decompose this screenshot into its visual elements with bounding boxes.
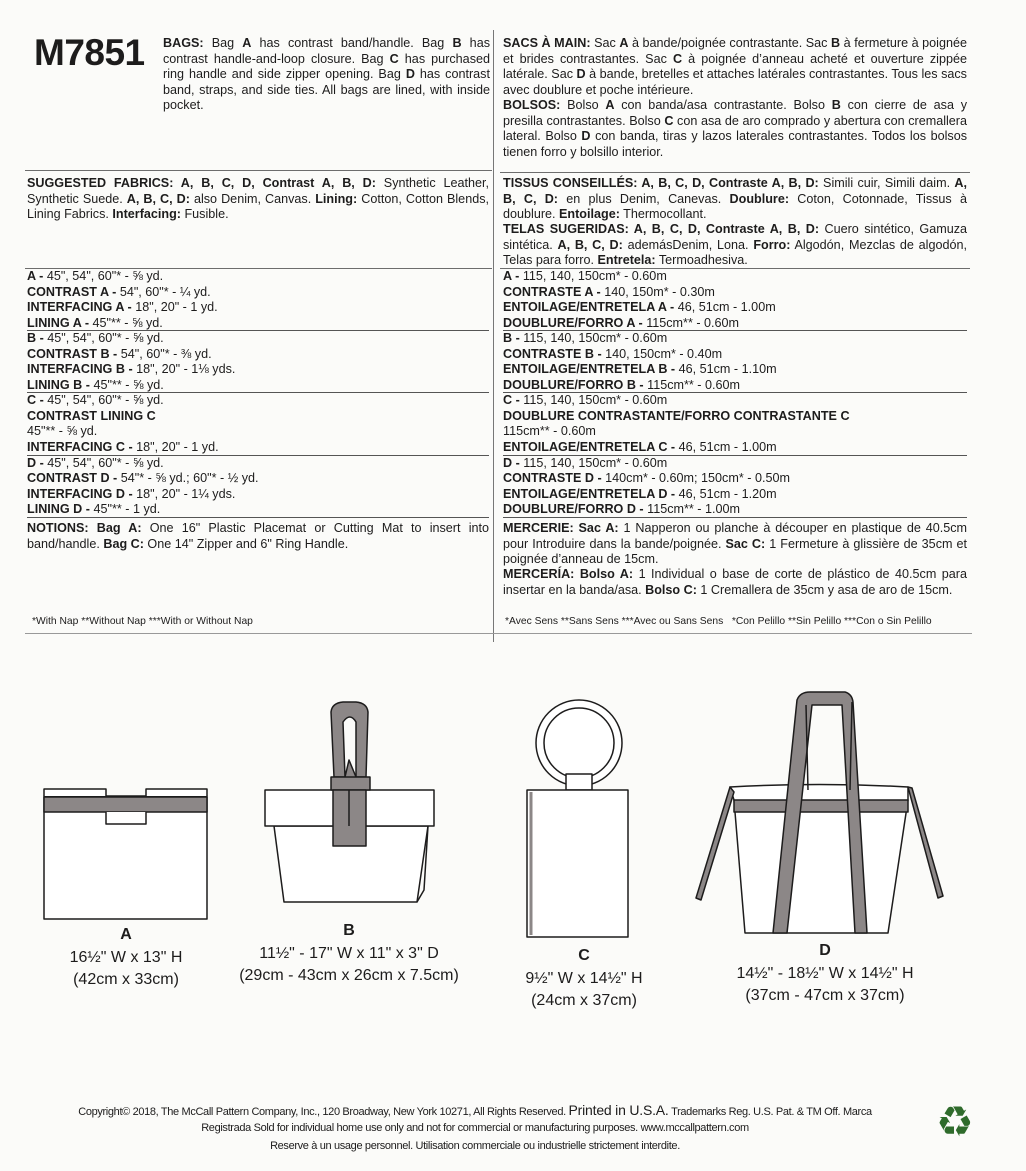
notions (27, 521, 489, 552)
yardage-value: 115, 140, 150cm* - 0.60m (523, 455, 668, 470)
text-run: Bag C: (103, 536, 144, 551)
view-letter: B (343, 922, 355, 939)
text-run: A (619, 36, 629, 50)
yardage-label: CONTRAST A - (27, 284, 120, 299)
yardage-row (27, 471, 489, 487)
view-size-metric: (29cm - 43cm x 26cm x 7.5cm) (239, 967, 459, 984)
text-run: TELAS SUGERIDAS: A, B, C, D, Contraste A, B, D: (503, 222, 820, 236)
yardage-row (27, 424, 489, 440)
recycle-icon: ♻ (936, 1097, 974, 1146)
text-run: Fusible. (180, 207, 229, 221)
yardage-row (503, 440, 967, 456)
yardage-row (27, 409, 489, 425)
yardage-row (503, 456, 967, 472)
yardage-row (27, 347, 489, 363)
text-run: has purchased ring handle and side zipper opening. Bag (163, 51, 490, 81)
yardage-row (503, 300, 967, 316)
yardage-label: DOUBLURE CONTRASTANTE/FORRO CONTRASTANTE C (503, 408, 850, 423)
yardage-value: 115cm** - 1.00m (647, 502, 740, 517)
yardage-row (503, 393, 967, 409)
yardage-label: LINING D - (27, 502, 94, 517)
bag-illustrations (0, 680, 1026, 960)
yardage-value: 140cm* - 0.60m; 150cm* - 0.50m (605, 471, 790, 486)
text-run: 1 Individual o base de corte de plástico de 40.5cm para insertar en la banda/asa. (503, 567, 967, 597)
text-run: D (405, 67, 415, 81)
trademark-text: Trademarks Reg. U.S. Pat. & TM Off. Marca (671, 1106, 872, 1118)
text-run: MERCERIE: Sac A: (503, 521, 619, 535)
yardage-value: 140, 150cm* - 0.40m (605, 346, 723, 361)
text-run: NOTIONS: Bag A: (27, 521, 142, 535)
text-run: BAGS: (163, 36, 212, 50)
yardage-value: 54", 60"* - ¼ yd. (119, 284, 211, 299)
yardage-label: D - (503, 455, 524, 470)
yardage-label: B - (503, 331, 524, 346)
bag-a-drawing (44, 789, 207, 919)
text-run: SUGGESTED FABRICS: A, B, C, D, Contrast A, B, D: (27, 176, 376, 190)
yardage-label: A - (27, 269, 47, 283)
yardage-row (503, 409, 967, 425)
description-es (503, 98, 967, 160)
yardage-row (503, 378, 967, 394)
divider (25, 170, 492, 171)
text-run: has contrast band/handle. Bag (251, 36, 453, 50)
fabrics-fr (503, 176, 967, 223)
yardage-value: 54"* - ⅝ yd.; 60"* - ½ yd. (120, 471, 259, 486)
yardage-value: 115, 140, 150cm* - 0.60m (522, 269, 667, 283)
yardage-label: A - (503, 269, 523, 283)
yardage-label: CONTRAST LINING C (27, 408, 156, 423)
yardage-label: ENTOILAGE/ENTRETELA B - (503, 362, 679, 377)
yardage-label: CONTRASTE B - (503, 346, 606, 361)
yardage-row (27, 300, 489, 316)
view-size-imperial: 16½" W x 13" H (69, 948, 183, 966)
yardage-value: 115, 140, 150cm* - 0.60m (523, 331, 668, 346)
text-run: also Denim, Canvas. (189, 191, 316, 206)
view-size-metric: (42cm x 33cm) (73, 971, 179, 988)
yardage-row (503, 269, 967, 285)
yardage-label: LINING B - (27, 377, 94, 392)
text-run: ademásDenim, Lona. (622, 237, 754, 252)
view-a-caption (70, 924, 183, 992)
yardage-value: 45"** - 1 yd. (93, 502, 161, 517)
yardage-row (27, 393, 489, 409)
text-run: à fermeture à poignée et brides contrastantes. Sac (503, 36, 967, 66)
yardage-value: 45", 54", 60"* - ⅝ yd. (47, 331, 164, 346)
yardage-row (503, 331, 967, 347)
text-run: Thermocollant. (619, 207, 707, 221)
text-run: C (664, 113, 674, 128)
yardage-label: LINING A - (27, 315, 93, 330)
text-run: Interfacing: (112, 207, 181, 221)
view-letter: A (120, 926, 132, 943)
yardage-label: DOUBLURE/FORRO D - (503, 502, 648, 517)
text-run: A (605, 98, 615, 112)
yardage-label: ENTOILAGE/ENTRETELA C - (503, 440, 679, 455)
text-run: Bolso (560, 98, 606, 112)
view-size-imperial: 9½" W x 14½" H (525, 969, 643, 987)
yardage-label: INTERFACING C - (27, 440, 137, 455)
text-run: Coton, Cotonnade, Tissus à doublure. (503, 191, 967, 221)
text-run: One 14" Zipper and 6" Ring Handle. (143, 536, 349, 551)
yardage-row (503, 424, 967, 440)
bag-d-drawing (696, 692, 943, 933)
yardage-label: INTERFACING D - (27, 486, 137, 501)
yardage-label: D - (27, 455, 48, 470)
yardage-label: INTERFACING B - (27, 362, 137, 377)
text-run: Synthetic Leather, Synthetic Suede. (27, 176, 489, 206)
view-b-caption (239, 920, 459, 988)
text-run: Bolso C: (645, 582, 697, 597)
copyright-line (0, 1101, 950, 1121)
text-run: à bande, bretelles et attaches latérales contrastantes. Tous les sacs avec doublure et poche intérieure. (503, 67, 967, 97)
text-run: Bag (211, 36, 243, 50)
text-run: D (581, 129, 591, 143)
text-run: Cotton, Cotton Blends, Lining Fabrics. (27, 191, 489, 221)
yardage-label: CONTRASTE D - (503, 471, 606, 486)
view-c-caption (525, 945, 642, 1013)
printed-in: Printed in U.S.A. (568, 1102, 669, 1118)
notions-fr (503, 521, 967, 568)
description-fr (503, 36, 967, 98)
yardage-value: 115cm** - 0.60m (647, 377, 740, 392)
yardage-label: CONTRAST B - (27, 346, 121, 361)
text-run: B (452, 36, 462, 50)
yardage-value: 18", 20" - 1¼ yds. (136, 486, 236, 501)
text-run: A (242, 36, 252, 50)
yardage-value: 45"** - ⅝ yd. (93, 377, 164, 392)
yardage-value: 46, 51cm - 1.20m (678, 486, 777, 501)
fabrics-es (503, 222, 967, 269)
text-run: A, B, C, D: (557, 237, 623, 252)
text-run: Doublure: (729, 191, 790, 206)
yardage-row (27, 487, 489, 503)
notions-es (503, 567, 967, 598)
text-run: D (576, 67, 586, 81)
yardage-value: 45"** - ⅝ yd. (92, 315, 163, 330)
yardage-value: 45", 54", 60"* - ⅝ yd. (47, 455, 164, 470)
yardage-label: C - (27, 393, 48, 408)
nap-footnote: *With Nap **Without Nap ***With or Without Nap (32, 616, 253, 627)
yardage-row (503, 316, 967, 332)
yardage-row (27, 362, 489, 378)
text-run: A, B, C, D: (503, 176, 967, 206)
yardage-value: 45", 54", 60"* - ⅝ yd. (47, 393, 164, 408)
text-run: con banda, tiras y lazos laterales contrastantes. Todos los bolsos tienen forro y bolsillo interior. (503, 129, 967, 159)
yardage-row (27, 285, 489, 301)
text-run: A, B, C, D: (126, 191, 190, 206)
yardage-value: 18", 20" - 1⅛ yds. (136, 362, 236, 377)
yardage-value: 46, 51cm - 1.00m (678, 440, 777, 455)
bags-description (163, 36, 490, 114)
bag-b-drawing (265, 702, 434, 902)
text-run: Lining: (315, 191, 358, 206)
yardage-row (27, 440, 489, 456)
text-run: C (672, 51, 683, 66)
suggested-fabrics (27, 176, 489, 223)
text-run: has contrast band, straps, and side ties. All bags are lined, with inside pocket. (163, 67, 490, 112)
text-run: Entretela: (597, 253, 656, 267)
text-run: à poignée d’anneau acheté et ouverture zippée latérale. Sac (503, 51, 967, 81)
text-run: con asa de aro comprado y abertura con cremallera lateral. Bolso (503, 113, 967, 143)
text-run: MERCERÍA: Bolso A: (503, 567, 634, 581)
yardage-value: 46, 51cm - 1.00m (677, 300, 776, 315)
text-run: 1 Fermeture à glissière de 35cm et poignée d’anneau de 15cm. (503, 536, 968, 566)
text-run: Algodón, Mezclas de algodón, Telas para forro. (503, 237, 967, 267)
yardage-row (27, 316, 489, 332)
yardage-row (503, 285, 967, 301)
yardage-row (503, 362, 967, 378)
text-run: Entoilage: (559, 207, 620, 221)
yardage-row (27, 269, 489, 285)
text-run: Cuero sintético, Gamuza sintética. (503, 222, 967, 252)
text-run: B (831, 36, 841, 50)
yardage-value: 45", 54", 60"* - ⅝ yd. (46, 269, 164, 283)
text-run: TISSUS CONSEILLÉS: A, B, C, D, Contraste A, B, D: (503, 176, 819, 190)
yardage-value: 46, 51cm - 1.10m (678, 362, 777, 377)
yardage-value: 54", 60"* - ⅜ yd. (120, 346, 212, 361)
text-run: Forro: (753, 237, 791, 252)
yardage-label: B - (27, 331, 48, 346)
yardage-label: DOUBLURE/FORRO A - (503, 315, 647, 330)
view-size-metric: (37cm - 47cm x 37cm) (745, 987, 905, 1004)
yardage-label: ENTOILAGE/ENTRETELA A - (503, 300, 678, 315)
text-run: 1 Napperon ou planche à découper en plastique de 40.5cm pour Introduire dans la bande/poignée. (503, 521, 967, 551)
yardage-row (27, 331, 489, 347)
yardage-row (27, 456, 489, 472)
text-run: Termoadhesiva. (655, 253, 748, 267)
yardage-label: CONTRAST D - (27, 471, 121, 486)
yardage-label: C - (503, 393, 524, 408)
yardage-value: 115cm** - 0.60m (503, 424, 596, 439)
yardage-value: 18", 20" - 1 yd. (136, 440, 219, 455)
text-run: en plus Denim, Canevas. (558, 191, 730, 206)
yardage-label: INTERFACING A - (27, 300, 136, 315)
yardage-value: 45"** - ⅝ yd. (27, 424, 98, 439)
yardage-row (503, 487, 967, 503)
view-letter: D (819, 942, 831, 959)
yardage-row (503, 471, 967, 487)
usage-line-fr: Reserve à un usage personnel. Utilisation commerciale ou industrielle strictement interdite. (270, 1140, 680, 1152)
yardage-list-metric (503, 269, 967, 518)
text-run: con banda/asa contrastante. Bolso (614, 98, 832, 112)
yardage-value: 115cm** - 0.60m (646, 315, 740, 330)
yardage-value: 140, 150m* - 0.30m (604, 284, 715, 299)
text-run: Sac (590, 36, 620, 50)
sens-footnote: *Avec Sens **Sans Sens ***Avec ou Sans Sens *Con Pelillo **Sin Pelillo ***Con o Sin Pelillo (505, 616, 932, 627)
text-run: Sac C: (725, 536, 766, 551)
yardage-row (27, 378, 489, 394)
view-letter: C (578, 947, 590, 964)
divider (25, 633, 972, 634)
view-size-metric: (24cm x 37cm) (531, 992, 637, 1009)
text-run: Simili cuir, Simili daim. (818, 176, 955, 190)
text-run: à bande/poignée contrastante. Sac (628, 36, 831, 50)
view-size-imperial: 14½" - 18½" W x 14½" H (736, 964, 914, 982)
yardage-label: CONTRASTE A - (503, 284, 605, 299)
yardage-row (503, 502, 967, 518)
yardage-row (503, 347, 967, 363)
text-run: One 16" Plastic Placemat or Cutting Mat to insert into band/handle. (27, 521, 489, 551)
usage-line: Registrada Sold for individual home use only and not for commercial or manufacturing purposes. www.mccallpattern.com (201, 1122, 749, 1134)
text-run: con cierre de asa y presilla contrastantes. Bolso (503, 98, 967, 128)
yardage-value: 18", 20" - 1 yd. (135, 300, 218, 315)
pattern-number: M7851 (34, 32, 145, 73)
bag-c-drawing (527, 700, 628, 937)
yardage-row (27, 502, 489, 518)
column-divider (493, 30, 494, 642)
text-run: SACS À MAIN: (503, 36, 591, 50)
yardage-label: DOUBLURE/FORRO B - (503, 377, 648, 392)
yardage-value: 115, 140, 150cm* - 0.60m (523, 393, 668, 408)
text-run: BOLSOS: (503, 98, 561, 112)
divider (500, 172, 970, 173)
text-run: C (389, 51, 399, 66)
text-run: 1 Cremallera de 35cm y asa de aro de 15cm. (696, 582, 953, 597)
text-run: B (831, 98, 841, 112)
view-d-caption (736, 940, 913, 1008)
view-size-imperial: 11½" - 17" W x 11" x 3" D (259, 944, 439, 962)
copyright-text: Copyright© 2018, The McCall Pattern Company, Inc., 120 Broadway, New York 10271, All Rights Reserved. (78, 1106, 566, 1118)
yardage-list-imperial (27, 269, 489, 518)
text-run: has contrast handle-and-loop closure. Bag (163, 36, 490, 66)
yardage-label: ENTOILAGE/ENTRETELA D - (503, 486, 679, 501)
